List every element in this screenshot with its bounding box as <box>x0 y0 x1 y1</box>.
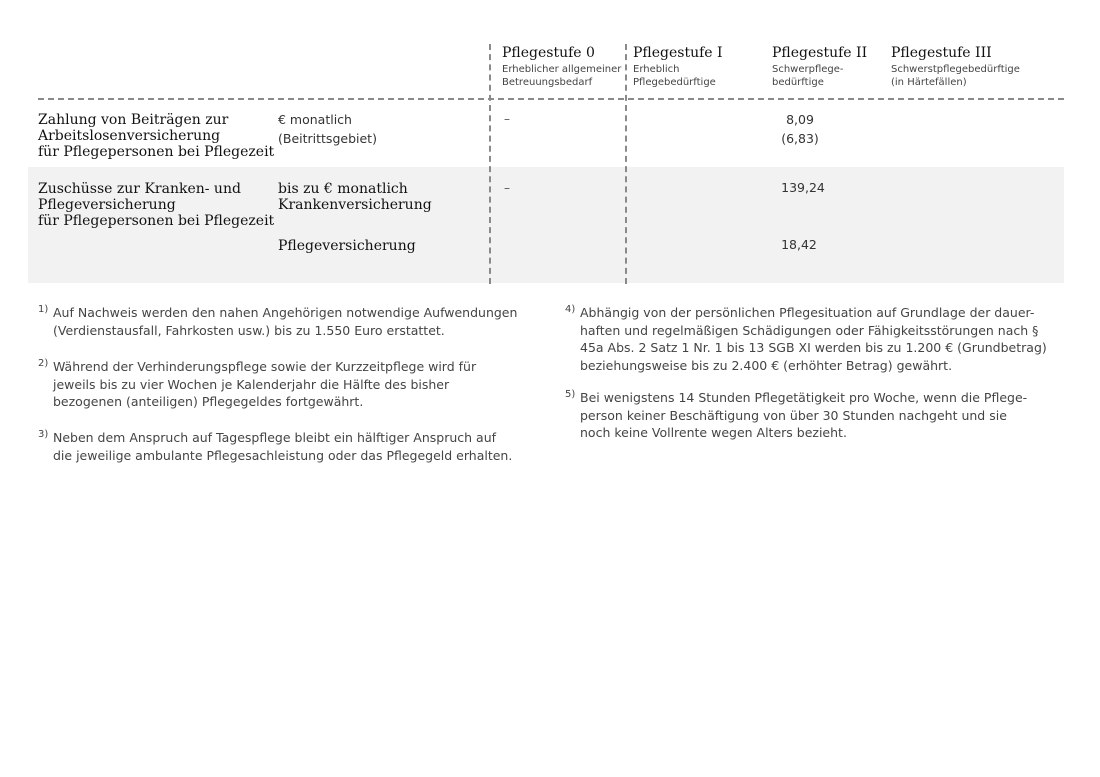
col-subtitle-line: bedürftige <box>772 77 824 88</box>
footnote-line: Abhängig von der persönlichen Pflegesituation auf Grundlage der dauer- <box>580 305 1035 320</box>
col-title: Pflegestufe I <box>633 45 723 61</box>
row-2-value: 139,24 <box>781 180 825 195</box>
footnote-line: Während der Verhinderungspflege sowie der Kurzzeitpflege wird für <box>53 359 477 374</box>
row-label-line: Pflegeversicherung <box>38 197 176 213</box>
footnote-line: noch keine Vollrente wegen Alters bezieht. <box>580 425 847 440</box>
footnote-number: 1) <box>38 304 49 315</box>
row-1-label <box>38 112 274 160</box>
row-label-line: für Pflegepersonen bei Pflegezeit <box>38 144 275 160</box>
footnote-number: 3) <box>38 429 49 440</box>
value-note: (6,83) <box>781 131 819 146</box>
footnote-line: beziehungsweise bis zu 2.400 € (erhöhter Betrag) gewährt. <box>580 357 953 373</box>
col-subtitle-line: Schwerpflege- <box>772 64 844 75</box>
footnote-3 <box>38 429 538 464</box>
footnote-line: person keiner Beschäftigung von über 30 Stunden nachgeht und sie <box>580 407 1007 423</box>
footnote-line: haften und regelmäßigen Schädigungen oder Fähigkeitsstörungen nach § <box>580 322 1039 338</box>
row-2-sub-label: Pflegeversicherung <box>278 238 416 254</box>
row-2-sub-value: 18,42 <box>781 237 817 252</box>
footnote-1 <box>38 304 538 339</box>
row-1-value <box>760 110 840 148</box>
footnote-5 <box>565 389 1075 442</box>
col-subtitle-line: Erheblicher allgemeiner <box>502 64 622 75</box>
col-title: Pflegestufe III <box>891 45 992 61</box>
row-1-stufe0-value: – <box>504 112 510 126</box>
unit-text: € monatlich <box>278 112 352 127</box>
col-header-stufe-3 <box>891 45 1020 89</box>
footnote-line: bezogenen (anteiligen) Pflegegeldes fortgewährt. <box>53 394 364 409</box>
footnote-number: 4) <box>565 304 576 315</box>
column-divider-left <box>489 44 491 284</box>
footnote-line: (Verdienstausfall, Fahrkosten usw.) bis zu 1.550 Euro erstattet. <box>53 322 445 338</box>
footnote-line: Neben dem Anspruch auf Tagespflege bleibt ein hälftiger Anspruch auf <box>53 430 497 445</box>
col-subtitle-line: Schwerstpflegebedürftige <box>891 64 1020 75</box>
value-text: 8,09 <box>786 112 814 127</box>
col-header-stufe-1 <box>633 45 723 89</box>
col-header-stufe-0 <box>502 45 621 89</box>
footnote-4 <box>565 304 1075 374</box>
footnote-line: die jeweilige ambulante Pflegesachleistung oder das Pflegegeld erhalten. <box>53 447 513 463</box>
row-1-unit <box>278 110 377 148</box>
footnote-line: jeweils bis zu vier Wochen je Kalenderjahr die Hälfte des bisher <box>53 376 450 392</box>
row-label-line: Zahlung von Beiträgen zur <box>38 112 229 128</box>
footnote-line: 45a Abs. 2 Satz 1 Nr. 1 bis 13 SGB XI werden bis zu 1.200 € (Grundbetrag) <box>580 340 1047 355</box>
footnote-2 <box>38 358 538 411</box>
unit-line: bis zu € monatlich <box>278 181 408 197</box>
column-divider-right <box>625 44 627 284</box>
col-subtitle-line: (in Härtefällen) <box>891 77 967 88</box>
row-2-label <box>38 181 274 229</box>
footnote-number: 5) <box>565 389 576 400</box>
row-2-unit <box>278 181 432 213</box>
footnote-line: Bei wenigstens 14 Stunden Pflegetätigkeit pro Woche, wenn die Pflege- <box>580 390 1028 405</box>
col-subtitle-line: Erheblich <box>633 64 680 75</box>
row-label-line: für Pflegepersonen bei Pflegezeit <box>38 213 275 229</box>
col-subtitle-line: Pflegebedürftige <box>633 77 716 88</box>
col-subtitle-line: Betreuungsbedarf <box>502 77 593 88</box>
footnote-number: 2) <box>38 358 49 369</box>
col-title: Pflegestufe 0 <box>502 45 595 61</box>
unit-line: Krankenversicherung <box>278 197 432 213</box>
col-title: Pflegestufe II <box>772 45 868 61</box>
row-2-stufe0-value: – <box>504 181 510 195</box>
footnote-line: Auf Nachweis werden den nahen Angehörigen notwendige Aufwendungen <box>53 305 518 320</box>
unit-note: (Beitrittsgebiet) <box>278 131 377 146</box>
row-label-line: Arbeitslosenversicherung <box>38 128 221 144</box>
row-label-line: Zuschüsse zur Kranken- und <box>38 181 241 197</box>
col-header-stufe-2 <box>772 45 867 89</box>
header-divider <box>38 98 1064 100</box>
